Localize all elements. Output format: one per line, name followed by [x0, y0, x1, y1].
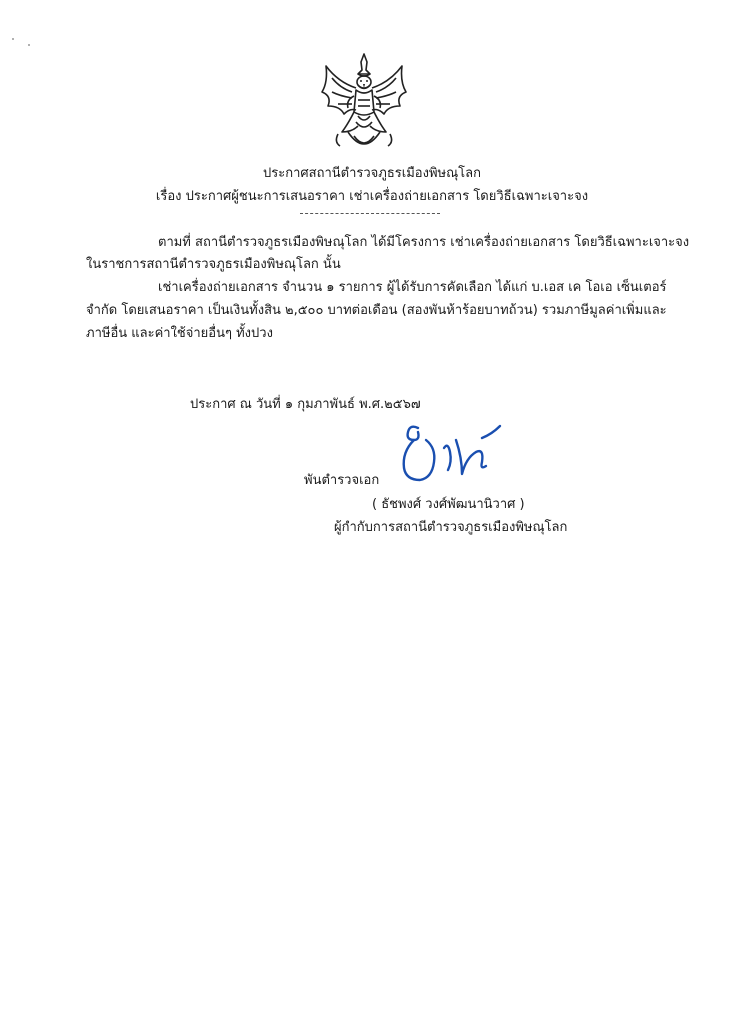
- signer-name: ( ธัชพงศ์ วงศ์พัฒนานิวาศ ): [372, 497, 525, 512]
- signer-rank: พันตำรวจเอก: [304, 473, 380, 488]
- handwritten-signature: [396, 418, 506, 488]
- paragraph-2-line-2: จำกัด โดยเสนอราคา เป็นเงินทั้งสิน ๒,๕๐๐ บาทต่อเดือน (สองพันห้าร้อยบาทถ้วน) รวมภาษีมูลค่าเพิ่มและ: [86, 303, 667, 318]
- scan-speck: [12, 38, 14, 40]
- signer-position: ผู้กำกับการสถานีตำรวจภูธรเมืองพิษณุโลก: [334, 520, 568, 535]
- document-subject: เรื่อง ประกาศผู้ชนะการเสนอราคา เช่าเครื่องถ่ายเอกสาร โดยวิธีเฉพาะเจาะจง: [155, 189, 589, 204]
- document-title: ประกาศสถานีตำรวจภูธรเมืองพิษณุโลก: [263, 166, 481, 181]
- paragraph-2-line-1: เช่าเครื่องถ่ายเอกสาร จำนวน ๑ รายการ ผู้ได้รับการคัดเลือก ได้แก่ บ.เอส เค โอเอ เซ็นเตอร์: [158, 280, 667, 295]
- header-divider: [300, 213, 440, 214]
- paragraph-1-line-1: ตามที่ สถานีตำรวจภูธรเมืองพิษณุโลก ได้มีโครงการ เช่าเครื่องถ่ายเอกสาร โดยวิธีเฉพาะเจาะจง: [158, 235, 690, 250]
- scan-speck: [28, 44, 30, 46]
- paragraph-2-line-3: ภาษีอื่น และค่าใช้จ่ายอื่นๆ ทั้งปวง: [86, 326, 273, 341]
- paragraph-1-line-2: ในราชการสถานีตำรวจภูธรเมืองพิษณุโลก นั้น: [86, 257, 341, 272]
- garuda-emblem-icon: [318, 52, 410, 156]
- announcement-date: ประกาศ ณ วันที่ ๑ กุมภาพันธ์ พ.ศ.๒๕๖๗: [190, 397, 421, 412]
